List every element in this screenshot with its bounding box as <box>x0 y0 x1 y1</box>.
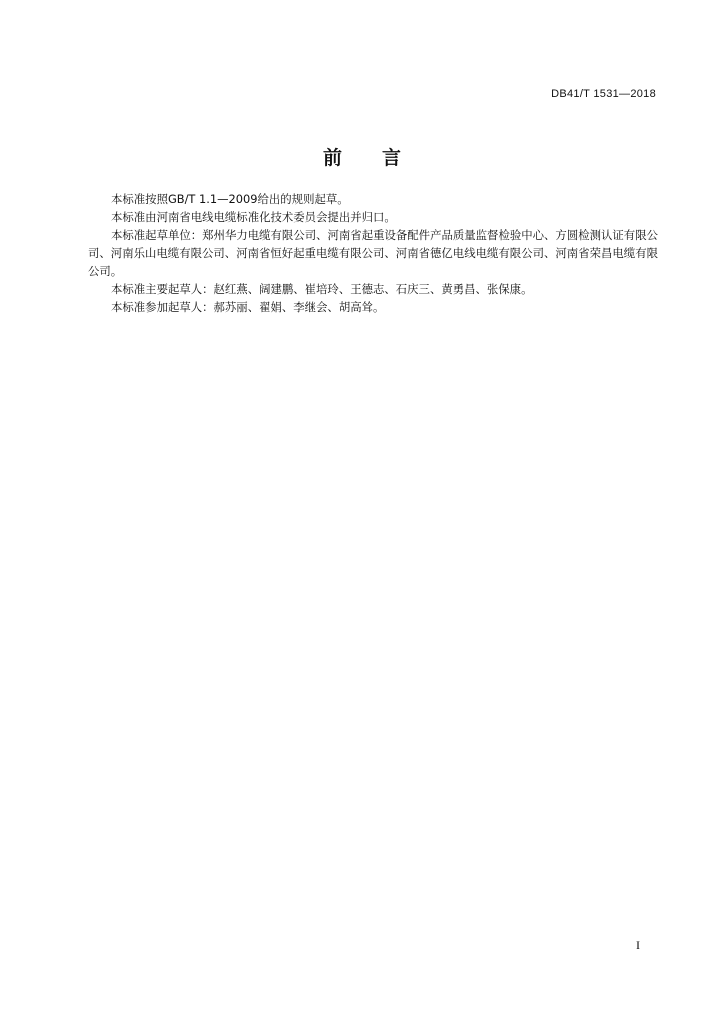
page-number: I <box>636 938 640 952</box>
document-body <box>88 190 658 316</box>
page-title <box>0 143 724 170</box>
paragraph-main-drafters: 本标准主要起草人：赵红燕、阔建鹏、崔培玲、王德志、石庆三、黄勇昌、张保康。 <box>111 282 533 296</box>
paragraph-drafting-units: 本标准起草单位：郑州华力电缆有限公司、河南省起重设备配件产品质量监督检验中心、方圆检测认证有限公司、河南乐山电缆有限公司、河南省恒好起重电缆有限公司、河南省德亿电线电缆有限公司、河南省荣昌电缆有限公司。 <box>88 228 658 278</box>
title-char-1: 前 <box>322 147 342 169</box>
document-code: DB41/T 1531—2018 <box>551 88 656 100</box>
paragraph-proposer: 本标准由河南省电线电缆标准化技术委员会提出并归口。 <box>111 210 396 224</box>
title-char-2: 言 <box>382 147 402 169</box>
paragraph-participating-drafters: 本标准参加起草人：郝苏丽、翟娟、李继会、胡高耸。 <box>111 300 385 314</box>
paragraph-drafting-rules: 本标准按照GB/T 1.1—2009给出的规则起草。 <box>111 192 349 206</box>
